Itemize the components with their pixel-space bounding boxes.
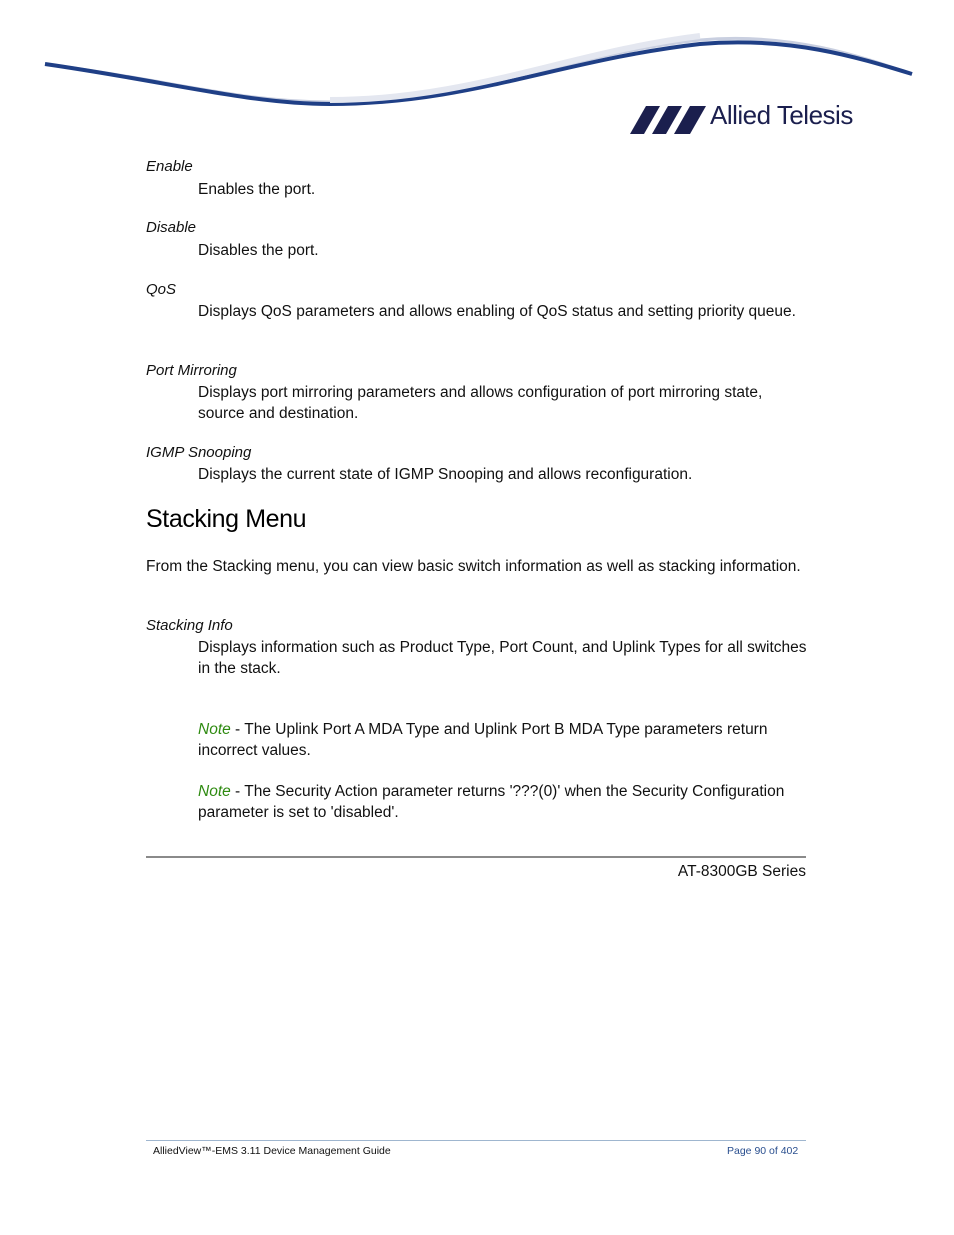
desc-qos: Displays QoS parameters and allows enabling of QoS status and setting priority queue. <box>198 303 796 320</box>
note-security <box>198 781 808 823</box>
section-heading: Stacking Menu <box>146 505 307 533</box>
note-label: Note <box>198 721 231 738</box>
desc-igmp-snooping: Displays the current state of IGMP Snooping and allows reconfiguration. <box>198 466 693 483</box>
footer-page-number: Page 90 of 402 <box>727 1145 799 1157</box>
note-uplink <box>198 719 808 761</box>
term-stacking-info: Stacking Info <box>146 617 233 634</box>
allied-telesis-logo <box>630 100 870 136</box>
note-text: - The Uplink Port A MDA Type and Uplink Port B MDA Type parameters return incorrect values. <box>198 721 768 759</box>
desc-stacking-info: Displays information such as Product Type, Port Count, and Uplink Types for all switches in the stack. <box>198 639 807 677</box>
desc-disable: Disables the port. <box>198 242 319 259</box>
term-disable: Disable <box>146 219 197 236</box>
term-igmp-snooping: IGMP Snooping <box>146 444 252 461</box>
term-enable: Enable <box>146 158 193 175</box>
note-label: Note <box>198 783 231 800</box>
section-intro: From the Stacking menu, you can view basic switch information as well as stacking information. <box>146 558 801 575</box>
brand-name: Allied Telesis <box>710 100 853 130</box>
desc-enable: Enables the port. <box>198 181 316 198</box>
footer-divider <box>146 1140 806 1141</box>
term-qos: QoS <box>146 281 177 298</box>
note-text: - The Security Action parameter returns '???(0)' when the Security Configuration parameter is set to 'disabled'. <box>198 783 785 821</box>
section-divider <box>146 856 806 858</box>
footer-guide-title: AlliedView™-EMS 3.11 Device Management Guide <box>153 1145 391 1157</box>
product-series: AT-8300GB Series <box>677 863 806 880</box>
desc-port-mirroring: Displays port mirroring parameters and allows configuration of port mirroring state, source and destination. <box>198 384 763 422</box>
term-port-mirroring: Port Mirroring <box>146 362 237 379</box>
allied-telesis-mark-icon <box>630 106 706 134</box>
